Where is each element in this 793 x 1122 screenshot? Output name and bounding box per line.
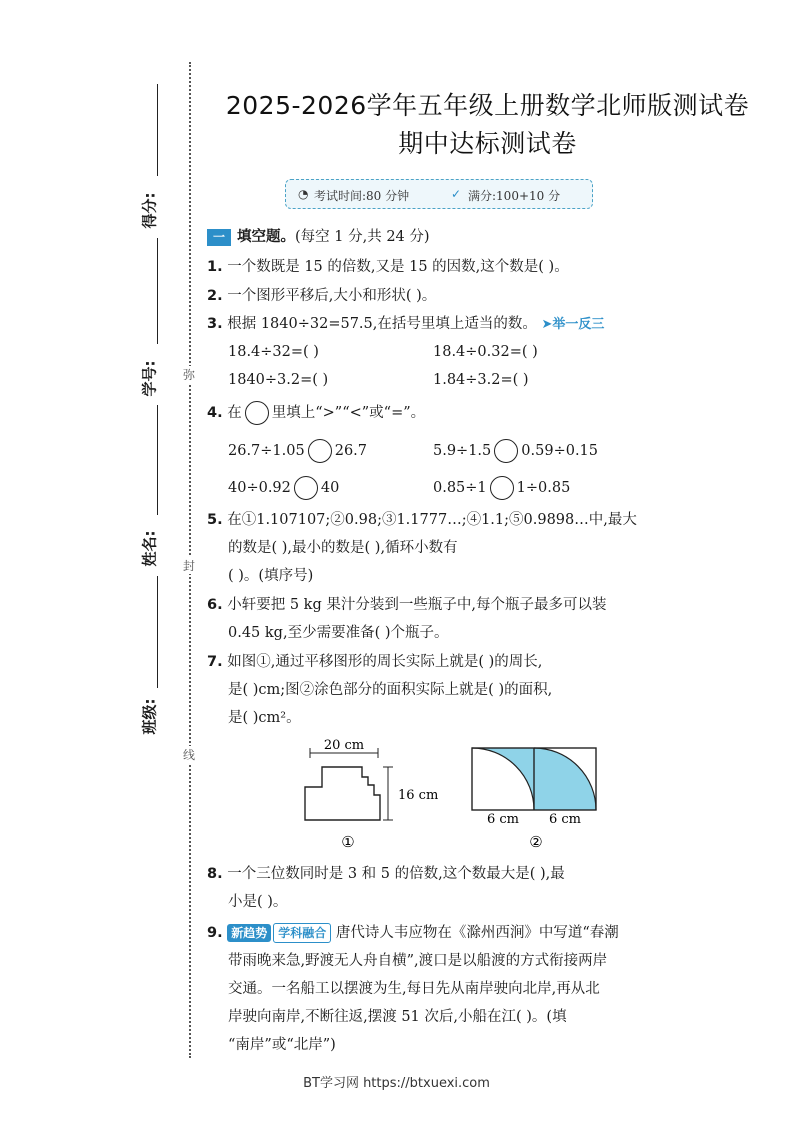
question-line-1: 在①1.107107;②0.98;③1.1777…;④1.1;⑤0.9898…中,最大 (227, 512, 637, 528)
question-9-line-4: 岸驶向南岸,不断往返,摆渡 51 次后,小船在江( )。(填 (228, 1009, 567, 1025)
page-title: 2025-2026学年五年级上册数学北师版测试卷 (225, 91, 750, 120)
compare-right: 26.7 (334, 443, 368, 459)
question-number: 6. (207, 597, 223, 613)
staircase-shape (305, 767, 380, 820)
question-text: 一个数既是 15 的倍数,又是 15 的因数,这个数是( )。 (227, 259, 569, 275)
section-note: (每空 1 分,共 24 分) (295, 229, 430, 245)
question-text: 一个图形平移后,大小和形状( )。 (227, 288, 437, 304)
score-blank-line (157, 84, 158, 176)
q4-item-3 (228, 476, 339, 500)
question-8-line-2: 小是( )。 (228, 894, 288, 910)
question-7 (207, 652, 542, 672)
trend-tag: 新趋势 (227, 924, 271, 942)
compare-right: 1÷0.85 (516, 480, 571, 496)
question-3 (207, 314, 604, 335)
question-number: 3. (207, 316, 223, 332)
section-title: 填空题。 (237, 229, 296, 245)
compare-right: 0.59÷0.15 (521, 443, 599, 459)
section-header (207, 227, 430, 247)
student-id-label: 学号: (140, 360, 159, 397)
fig2-right-label: 6 cm (548, 812, 582, 827)
q3-item-3: 1840÷3.2=( ) (228, 372, 329, 388)
class-blank-line (157, 576, 158, 688)
compare-right: 40 (320, 480, 340, 496)
figure-1 (290, 735, 450, 855)
fig1-height-label: 16 cm (398, 788, 439, 803)
question-7-line-3: 是( )cm²。 (228, 710, 301, 726)
compare-left: 40÷0.92 (228, 480, 291, 496)
question-9-line-3: 交通。一名船工以摆渡为生,每日先从南岸驶向北岸,再从北 (228, 981, 600, 997)
question-text-after: 里填上“>”“<”或“=”。 (271, 405, 426, 421)
question-number: 1. (207, 259, 223, 275)
question-text-before: 在 (227, 405, 242, 421)
answer-circle[interactable] (490, 476, 514, 500)
fig1-caption: ① (341, 833, 355, 851)
page-subtitle: 期中达标测试卷 (398, 129, 577, 158)
section-badge: 一 (207, 229, 231, 246)
question-line-1: 小轩要把 5 kg 果汁分装到一些瓶子中,每个瓶子最多可以装 (227, 597, 607, 613)
subject-tag: 学科融合 (273, 923, 331, 943)
question-line-1: 如图①,通过平移图形的周长实际上就是( )的周长, (227, 654, 543, 670)
q3-item-2: 18.4÷0.32=( ) (433, 344, 538, 360)
question-line-1: 唐代诗人韦应物在《滁州西涧》中写道“春潮 (335, 925, 619, 941)
question-number: 4. (207, 405, 223, 421)
question-6 (207, 595, 606, 615)
question-2 (207, 286, 436, 306)
q3-item-1: 18.4÷32=( ) (228, 344, 319, 360)
compare-left: 5.9÷1.5 (433, 443, 492, 459)
question-6-line-2: 0.45 kg,至少需要准备( )个瓶子。 (228, 625, 449, 641)
q4-item-4 (433, 476, 570, 500)
question-5-line-2: 的数是( ),最小的数是( ),循环小数有 (228, 540, 458, 556)
extension-tip: ➤举一反三 (541, 317, 605, 332)
question-number: 5. (207, 512, 223, 528)
question-number: 8. (207, 866, 223, 882)
exam-info-box (285, 179, 593, 209)
answer-circle[interactable] (308, 439, 332, 463)
fig2-caption: ② (529, 833, 543, 851)
question-1 (207, 257, 569, 277)
footer-watermark: BT学习网 https://btxuexi.com (303, 1076, 490, 1091)
answer-circle[interactable] (494, 439, 518, 463)
id-blank-line (157, 238, 158, 344)
class-label: 班级: (140, 698, 159, 735)
answer-circle[interactable] (294, 476, 318, 500)
full-score: 满分:100+10 分 (468, 189, 561, 203)
name-blank-line (157, 405, 158, 515)
question-5 (207, 510, 637, 530)
question-number: 9. (207, 925, 223, 941)
compare-left: 26.7÷1.05 (228, 443, 305, 459)
name-label: 姓名: (140, 530, 159, 567)
question-number: 2. (207, 288, 223, 304)
q4-item-1 (228, 439, 367, 463)
compare-left: 0.85÷1 (433, 480, 487, 496)
check-icon: ✓ (451, 187, 462, 201)
seal-char-3: 线 (183, 748, 196, 762)
seal-char-1: 弥 (183, 368, 196, 382)
q4-item-2 (433, 439, 598, 463)
clock-icon: ◔ (298, 187, 309, 201)
shaded-region-left (472, 748, 534, 810)
question-text: 根据 1840÷32=57.5,在括号里填上适当的数。 (227, 316, 537, 332)
question-line-1: 一个三位数同时是 3 和 5 的倍数,这个数最大是( ),最 (227, 866, 565, 882)
score-label: 得分: (140, 192, 159, 229)
figure-2 (465, 740, 605, 855)
question-8 (207, 864, 565, 884)
seal-char-2: 封 (183, 559, 196, 573)
exam-time: 考试时间:80 分钟 (314, 189, 410, 203)
question-number: 7. (207, 654, 223, 670)
shaded-region-right (534, 748, 596, 810)
question-7-line-2: 是( )cm;图②涂色部分的面积实际上就是( )的面积, (228, 682, 553, 698)
q3-item-4: 1.84÷3.2=( ) (433, 372, 529, 388)
answer-circle[interactable] (245, 401, 269, 425)
question-9-line-2: 带雨晚来急,野渡无人舟自横”,渡口是以船渡的方式衔接两岸 (228, 953, 608, 969)
question-9 (207, 923, 619, 943)
fig1-width-label: 20 cm (323, 738, 365, 753)
question-5-line-3: ( )。(填序号) (228, 568, 314, 584)
question-4 (207, 401, 425, 425)
question-9-line-5: “南岸”或“北岸”) (228, 1037, 336, 1053)
fig2-left-label: 6 cm (486, 812, 520, 827)
